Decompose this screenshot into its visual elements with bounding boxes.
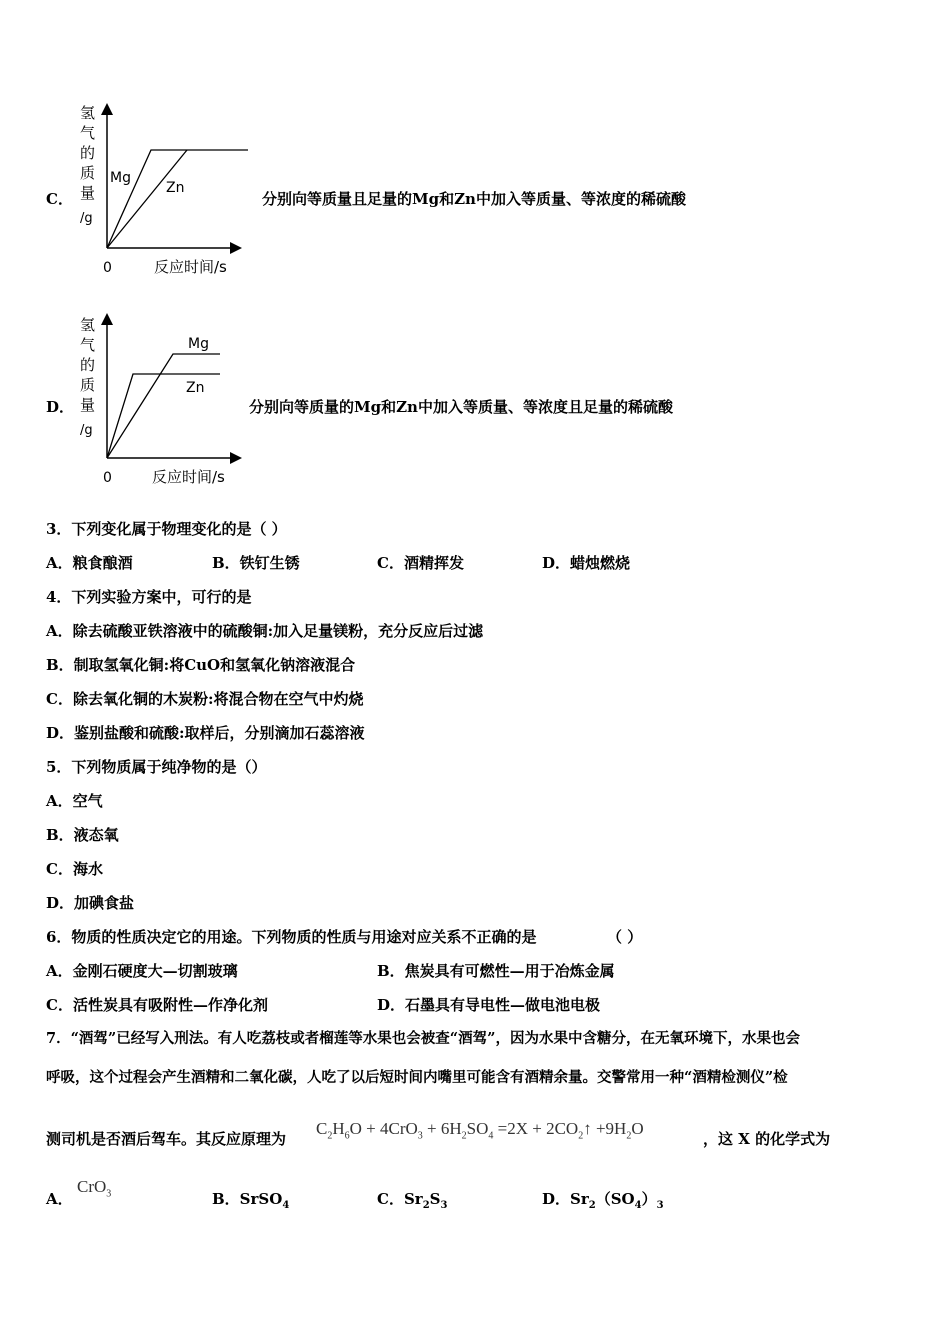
option-c-label: C． xyxy=(46,190,73,208)
series-label-mg: Mg xyxy=(110,170,131,186)
q4-option-a: A．除去硫酸亚铁溶液中的硫酸铜:加入足量镁粉，充分反应后过滤 xyxy=(46,622,484,640)
origin-label: 0 xyxy=(103,260,112,276)
x-axis-label: 反应时间/s xyxy=(154,258,227,276)
q7-option-a-formula: CrO$_3$ xyxy=(77,1177,112,1200)
q5-option-d: D．加碘食盐 xyxy=(46,894,135,912)
series-label-zn: Zn xyxy=(166,180,185,196)
q7-option-a-label: A． xyxy=(46,1190,73,1208)
caption-c: 分别向等质量且足量的Mg和Zn中加入等质量、等浓度的稀硫酸 xyxy=(262,190,686,208)
series-label-zn: Zn xyxy=(186,380,205,396)
q6-option-a: A．金刚石硬度大—切割玻璃 xyxy=(46,962,238,980)
origin-label: 0 xyxy=(103,470,112,486)
ylabel-char: 气 xyxy=(80,124,96,142)
reaction-equation: $C_2H_6O + 4CrO_3 + 6H_2SO_4 =2X$ + $2CO_2↑ +9H_2O$ xyxy=(316,1119,644,1142)
q5-stem: 5．下列物质属于纯净物的是（） xyxy=(46,758,267,776)
ylabel-char: 的 xyxy=(80,144,96,162)
ylabel-char: 量 xyxy=(80,396,96,414)
graph-c xyxy=(74,98,259,283)
q4-option-b: B．制取氢氧化铜:将CuO和氢氧化钠溶液混合 xyxy=(46,656,356,674)
q3-option-d: D．蜡烛燃烧 xyxy=(542,554,631,572)
series-line-mg xyxy=(107,150,248,248)
ylabel-char: 氢 xyxy=(80,104,96,122)
q3-option-c: C．酒精挥发 xyxy=(377,554,464,572)
series-label-mg: Mg xyxy=(188,336,209,352)
q3-option-a: A．粮食酿酒 xyxy=(46,554,133,572)
caption-d: 分别向等质量的Mg和Zn中加入等质量、等浓度且足量的稀硫酸 xyxy=(249,398,673,416)
q6-option-b: B．焦炭具有可燃性—用于冶炼金属 xyxy=(377,962,615,980)
q7-option-d: D．$Sr_2(SO_4)_3$ xyxy=(542,1190,664,1211)
ylabel-unit: /g xyxy=(80,211,93,226)
x-axis-label: 反应时间/s xyxy=(152,468,225,486)
ylabel-char: 质 xyxy=(80,164,96,182)
series-line-mg xyxy=(107,354,220,458)
q6-option-c: C．活性炭具有吸附性—作净化剂 xyxy=(46,996,268,1014)
ylabel-char: 气 xyxy=(80,336,96,354)
q6-answer-paren: （ ） xyxy=(607,928,643,946)
q4-option-c: C．除去氧化铜的木炭粉:将混合物在空气中灼烧 xyxy=(46,690,364,708)
ylabel-char: 的 xyxy=(80,356,96,374)
q7-option-c: C．$Sr_2S_3$ xyxy=(377,1190,448,1211)
q7-option-b: B．SrSO$_4$ xyxy=(212,1190,290,1211)
q7-line3-pre: 测司机是否酒后驾车。其反应原理为 xyxy=(46,1130,287,1148)
q3-option-b: B．铁钉生锈 xyxy=(212,554,300,572)
ylabel-char: 量 xyxy=(80,184,96,202)
q6-option-d: D．石墨具有导电性—做电池电极 xyxy=(377,996,601,1014)
q7-line2: 呼吸，这个过程会产生酒精和二氧化碳，人吃了以后短时间内嘴里可能含有酒精余量。交警常用一种“酒精检测仪”检 xyxy=(46,1069,788,1086)
q3-stem: 3．下列变化属于物理变化的是（ ） xyxy=(46,520,287,538)
q4-stem: 4．下列实验方案中，可行的是 xyxy=(46,588,252,606)
option-d-label: D． xyxy=(46,398,75,416)
ylabel-char: 氢 xyxy=(80,316,96,334)
q5-option-c: C．海水 xyxy=(46,860,103,878)
q5-option-a: A．空气 xyxy=(46,792,103,810)
series-line-zn xyxy=(107,150,187,248)
ylabel-char: 质 xyxy=(80,376,96,394)
q4-option-d: D．鉴别盐酸和硫酸:取样后，分别滴加石蕊溶液 xyxy=(46,724,365,742)
q6-stem: 6．物质的性质决定它的用途。下列物质的性质与用途对应关系不正确的是 xyxy=(46,928,537,946)
q7-line1: 7．“酒驾”已经写入刑法。有人吃荔枝或者榴莲等水果也会被查“酒驾”，因为水果中含糖分，在无氧环境下，水果也会 xyxy=(46,1030,800,1047)
q7-line3-post: ，这 X 的化学式为 xyxy=(703,1130,831,1148)
ylabel-unit: /g xyxy=(80,423,93,438)
q5-option-b: B．液态氧 xyxy=(46,826,119,844)
graph-d xyxy=(74,308,259,493)
